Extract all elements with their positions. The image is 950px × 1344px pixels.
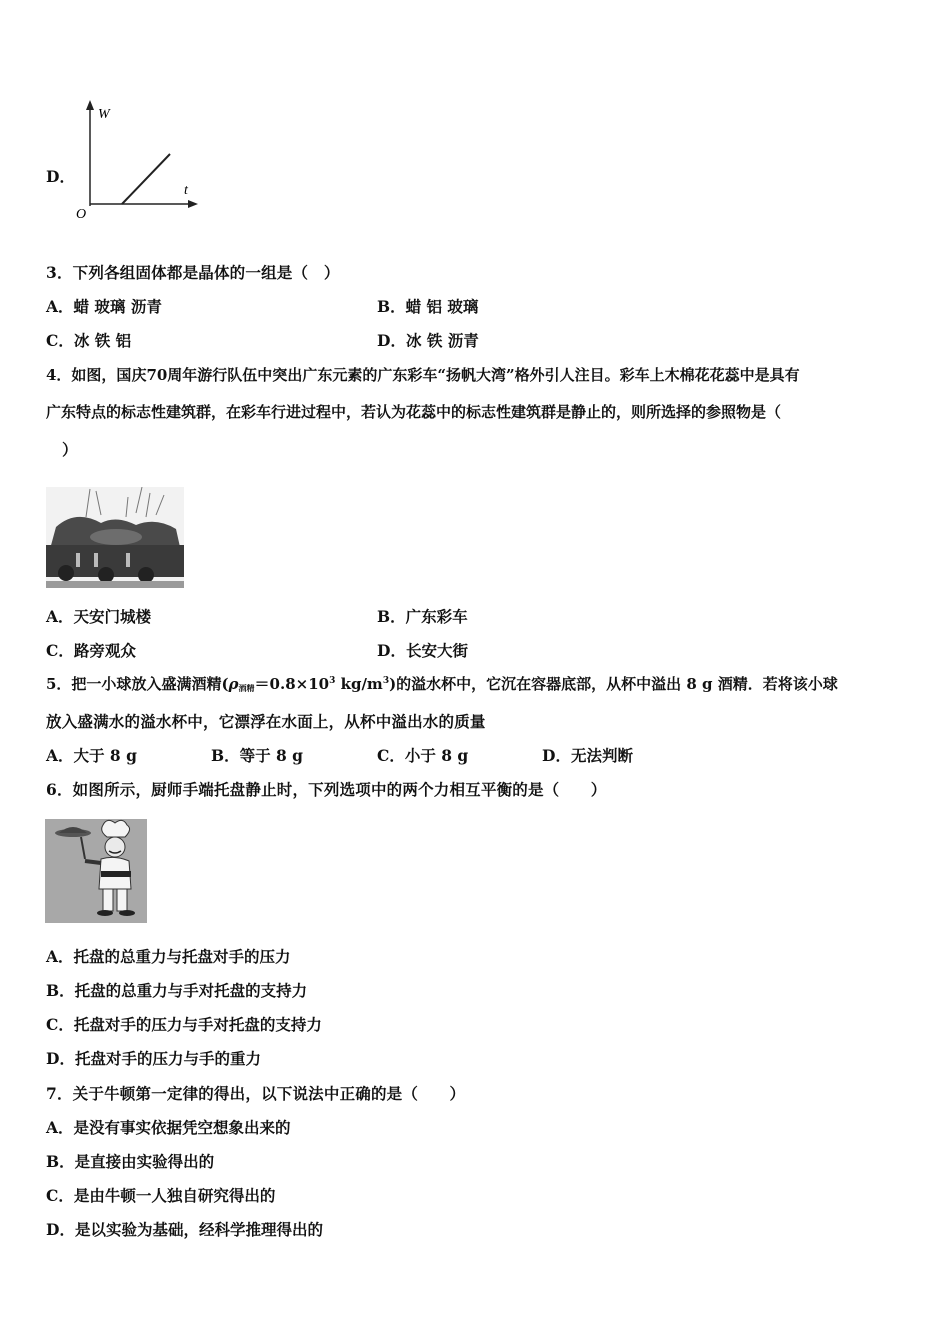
q6-option-a: A．托盘的总重力与托盘对手的压力 bbox=[46, 947, 291, 966]
q5-stem-a: 5．把一小球放入盛满酒精( bbox=[46, 675, 229, 693]
q5-stem-d: )的溢水杯中，它沉在容器底部，从杯中溢出 8 g 酒精．若将该小球 bbox=[389, 675, 838, 693]
q7-option-b: B．是直接由实验得出的 bbox=[46, 1152, 215, 1171]
q7-option-a: A．是没有事实依据凭空想象出来的 bbox=[46, 1118, 291, 1137]
q4-stem-line2: 广东特点的标志性建筑群，在彩车行进过程中，若认为花蕊中的标志性建筑群是静止的，则所选择的参照物是（ bbox=[46, 403, 782, 421]
q4-option-a: A．天安门城楼 bbox=[46, 607, 152, 626]
q3-option-c: C．冰 铁 铝 bbox=[46, 331, 132, 350]
q3-option-a: A．蜡 玻璃 沥青 bbox=[46, 297, 162, 316]
q5-exp1: 3 bbox=[329, 676, 336, 686]
q3-option-d: D．冰 铁 沥青 bbox=[377, 331, 479, 350]
q4-float-photo bbox=[46, 487, 184, 588]
q4-option-c: C．路旁观众 bbox=[46, 641, 136, 660]
q6-chef-figure bbox=[45, 819, 147, 923]
q5-stem-line1 bbox=[46, 673, 838, 694]
q2-option-d-label: D． bbox=[46, 167, 75, 186]
rho-subscript: 酒精 bbox=[238, 683, 255, 693]
q2-wt-graph bbox=[70, 98, 210, 222]
q7-stem: 7．关于牛顿第一定律的得出，以下说法中正确的是（ ） bbox=[46, 1084, 466, 1103]
q4-stem-line3: ） bbox=[62, 440, 78, 459]
q5-exp2: 3 bbox=[382, 676, 390, 686]
q5-stem-line2: 放入盛满水的溢水杯中，它漂浮在水面上，从杯中溢出水的质量 bbox=[46, 712, 486, 731]
graph-x-axis-label: t bbox=[184, 183, 188, 198]
q5-option-d: D．无法判断 bbox=[542, 746, 633, 765]
rho-symbol: ρ bbox=[228, 675, 239, 693]
graph-y-axis-label: W bbox=[98, 107, 110, 122]
q7-option-c: C．是由牛顿一人独自研究得出的 bbox=[46, 1186, 276, 1205]
q6-option-b: B．托盘的总重力与手对托盘的支持力 bbox=[46, 981, 308, 1000]
q6-stem: 6．如图所示，厨师手端托盘静止时，下列选项中的两个力相互平衡的是（ ） bbox=[46, 780, 607, 799]
q6-option-c: C．托盘对手的压力与手对托盘的支持力 bbox=[46, 1015, 322, 1034]
q5-option-c: C．小于 8 g bbox=[377, 746, 469, 765]
q5-option-b: B．等于 8 g bbox=[211, 746, 304, 765]
q5-stem-c: kg/m bbox=[335, 675, 383, 693]
q3-option-b: B．蜡 铝 玻璃 bbox=[377, 297, 479, 316]
q6-option-d: D．托盘对手的压力与手的重力 bbox=[46, 1049, 261, 1068]
q4-option-b: B．广东彩车 bbox=[377, 607, 468, 626]
q3-stem: 3．下列各组固体都是晶体的一组是（ ） bbox=[46, 263, 340, 282]
q4-option-d: D．长安大街 bbox=[377, 641, 468, 660]
q7-option-d: D．是以实验为基础，经科学推理得出的 bbox=[46, 1220, 323, 1239]
q4-stem-line1: 4．如图，国庆70周年游行队伍中突出广东元素的广东彩车“扬帆大湾”格外引人注目。彩车上木棉花花蕊中是具有 bbox=[46, 366, 800, 384]
graph-origin-label: O bbox=[76, 207, 87, 222]
q5-stem-b: ＝0.8×10 bbox=[254, 675, 330, 693]
q5-option-a: A．大于 8 g bbox=[46, 746, 137, 765]
